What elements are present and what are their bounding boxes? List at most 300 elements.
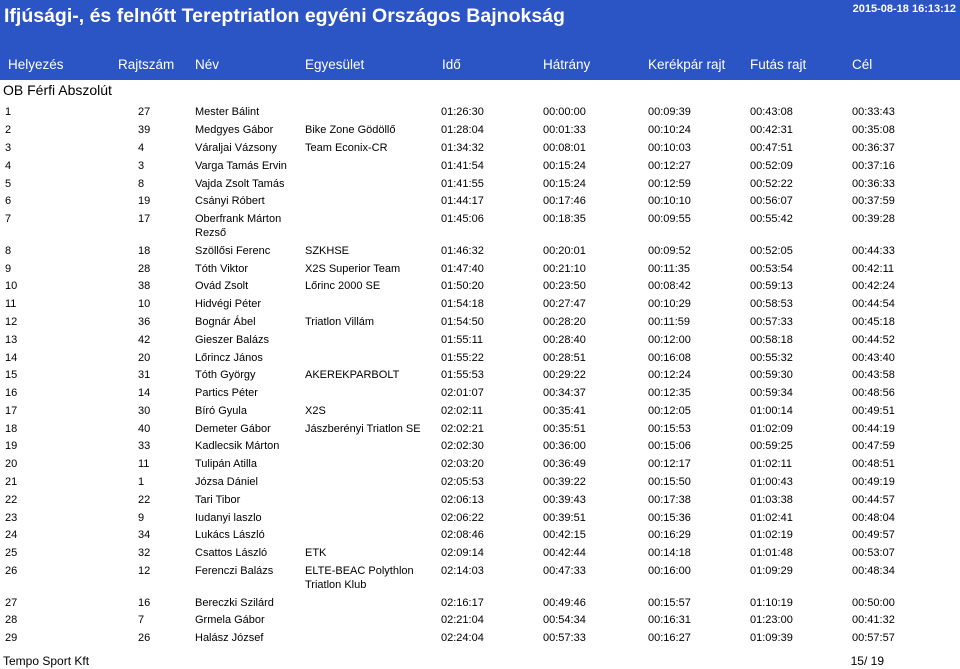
finish-cell: 00:45:18	[852, 315, 895, 328]
bib-cell: 14	[138, 387, 151, 400]
position-cell: 28	[5, 614, 18, 627]
bib-cell: 10	[138, 298, 151, 311]
run-start-cell: 00:58:18	[750, 333, 793, 346]
run-start-cell: 00:59:25	[750, 440, 793, 453]
club-cell	[305, 493, 441, 507]
gap-cell: 00:29:22	[543, 369, 586, 382]
time-cell: 02:16:17	[441, 596, 484, 609]
bike-start-cell: 00:15:50	[648, 476, 691, 489]
time-cell: 01:26:30	[441, 106, 484, 119]
table-row	[0, 259, 960, 277]
bib-cell: 22	[138, 493, 151, 506]
table-row	[0, 593, 960, 611]
bike-start-cell: 00:16:08	[648, 351, 691, 364]
time-cell: 02:02:30	[441, 440, 484, 453]
table-row	[0, 174, 960, 192]
bike-start-cell: 00:12:59	[648, 177, 691, 190]
name-cell: Józsa Dániel	[195, 476, 258, 489]
run-start-cell: 01:02:11	[750, 458, 793, 471]
bike-start-cell: 00:09:39	[648, 106, 691, 119]
club-cell: SZKHSE	[305, 244, 350, 257]
bike-start-cell: 00:08:42	[648, 280, 691, 293]
table-row	[0, 562, 960, 594]
finish-cell: 00:44:54	[852, 298, 895, 311]
gap-cell: 00:54:34	[543, 614, 586, 627]
finish-cell: 00:47:59	[852, 440, 895, 453]
club-cell	[305, 475, 441, 489]
gap-cell: 00:21:10	[543, 262, 586, 275]
club-cell: ELTE-BEAC Polythlon Triatlon Klub	[305, 564, 414, 591]
finish-cell: 00:49:19	[852, 476, 895, 489]
bib-cell: 36	[138, 315, 151, 328]
position-cell: 24	[5, 529, 18, 542]
club-cell: ETK	[305, 547, 327, 560]
name-cell: Tóth Viktor	[195, 262, 248, 275]
table-row	[0, 313, 960, 331]
bike-start-cell: 00:16:27	[648, 632, 691, 645]
position-cell: 18	[5, 422, 18, 435]
bike-start-cell: 00:12:05	[648, 404, 691, 417]
gap-cell: 00:20:01	[543, 244, 586, 257]
time-cell: 02:09:14	[441, 547, 484, 560]
run-start-cell: 01:02:41	[750, 511, 793, 524]
finish-cell: 00:36:37	[852, 141, 895, 154]
name-cell: Gieszer Balázs	[195, 333, 269, 346]
position-cell: 12	[5, 315, 18, 328]
table-row	[0, 241, 960, 259]
finish-cell: 00:37:16	[852, 159, 895, 172]
name-cell: Kadlecsik Márton	[195, 440, 280, 453]
bike-start-cell: 00:14:18	[648, 547, 691, 560]
club-cell	[305, 511, 441, 525]
finish-cell: 00:57:57	[852, 632, 895, 645]
finish-cell: 00:48:51	[852, 458, 895, 471]
finish-cell: 00:48:34	[852, 564, 895, 577]
finish-cell: 00:48:56	[852, 387, 895, 400]
bike-start-cell: 00:15:53	[648, 422, 691, 435]
bike-start-cell: 00:12:00	[648, 333, 691, 346]
bib-cell: 30	[138, 404, 151, 417]
name-cell: Szöllősi Ferenc	[195, 244, 271, 257]
position-cell: 20	[5, 458, 18, 471]
table-row	[0, 419, 960, 437]
finish-cell: 00:35:08	[852, 124, 895, 137]
position-cell: 29	[5, 632, 18, 645]
club-cell	[305, 105, 441, 119]
name-cell: Halász József	[195, 632, 264, 645]
bib-cell: 18	[138, 244, 151, 257]
table-row	[0, 508, 960, 526]
club-cell: Triatlon Villám	[305, 315, 375, 328]
finish-cell: 00:44:33	[852, 244, 895, 257]
gap-cell: 00:49:46	[543, 596, 586, 609]
bib-cell: 32	[138, 547, 151, 560]
bike-start-cell: 00:09:55	[648, 213, 691, 226]
club-cell	[305, 212, 441, 240]
bib-cell: 8	[138, 177, 145, 190]
name-cell: Varga Tamás Ervin	[195, 159, 287, 172]
table-row	[0, 490, 960, 508]
run-start-cell: 00:59:13	[750, 280, 793, 293]
position-cell: 11	[5, 298, 17, 311]
bib-cell: 3	[138, 159, 145, 172]
bib-cell: 26	[138, 632, 151, 645]
bib-cell: 9	[138, 511, 145, 524]
gap-cell: 00:00:00	[543, 106, 586, 119]
name-cell: Tulipán Atilla	[195, 458, 257, 471]
footer-organizer: Tempo Sport Kft	[3, 654, 90, 668]
name-cell: Lukács László	[195, 529, 265, 542]
club-cell: X2S	[305, 404, 326, 417]
gap-cell: 00:28:51	[543, 351, 586, 364]
name-cell: Lőrincz János	[195, 351, 263, 364]
table-row	[0, 295, 960, 313]
name-cell: Váraljai Vázsony	[195, 141, 277, 154]
position-cell: 21	[5, 476, 18, 489]
run-start-cell: 00:52:22	[750, 177, 793, 190]
time-cell: 01:54:50	[441, 315, 484, 328]
finish-cell: 00:44:57	[852, 493, 895, 506]
table-row	[0, 629, 960, 647]
time-cell: 02:14:03	[441, 564, 484, 577]
table-row	[0, 210, 960, 242]
run-start-cell: 00:55:32	[750, 351, 793, 364]
gap-cell: 00:39:22	[543, 476, 586, 489]
time-cell: 01:46:32	[441, 244, 484, 257]
club-cell	[305, 528, 441, 542]
run-start-cell: 01:00:14	[750, 404, 793, 417]
column-header-run-start: Futás rajt	[750, 57, 807, 72]
bike-start-cell: 00:16:00	[648, 564, 691, 577]
club-cell	[305, 351, 441, 365]
club-cell: AKEREKPARBOLT	[305, 369, 400, 382]
position-cell: 15	[5, 369, 18, 382]
time-cell: 01:55:11	[441, 333, 484, 346]
name-cell: Iudanyi laszlo	[195, 511, 262, 524]
bib-cell: 27	[138, 106, 151, 119]
table-row	[0, 455, 960, 473]
bib-cell: 39	[138, 124, 151, 137]
finish-cell: 00:48:04	[852, 511, 895, 524]
run-start-cell: 01:02:09	[750, 422, 793, 435]
time-cell: 02:03:20	[441, 458, 484, 471]
bike-start-cell: 00:11:35	[648, 262, 691, 275]
gap-cell: 00:57:33	[543, 632, 586, 645]
finish-cell: 00:44:52	[852, 333, 895, 346]
bib-cell: 17	[138, 213, 151, 226]
bib-cell: 1	[138, 476, 145, 489]
column-header-gap: Hátrány	[543, 57, 591, 72]
bike-start-cell: 00:17:38	[648, 493, 691, 506]
finish-cell: 00:42:24	[852, 280, 895, 293]
gap-cell: 00:39:43	[543, 493, 586, 506]
gap-cell: 00:23:50	[543, 280, 586, 293]
finish-cell: 00:44:19	[852, 422, 895, 435]
gap-cell: 00:34:37	[543, 387, 586, 400]
club-cell: Bike Zone Gödöllő	[305, 124, 396, 137]
table-row	[0, 437, 960, 455]
gap-cell: 00:36:00	[543, 440, 586, 453]
bib-cell: 7	[138, 614, 145, 627]
gap-cell: 00:39:51	[543, 511, 586, 524]
column-header-time: Idő	[442, 57, 461, 72]
gap-cell: 00:15:24	[543, 177, 586, 190]
run-start-cell: 00:59:34	[750, 387, 793, 400]
name-cell: Partics Péter	[195, 387, 258, 400]
bike-start-cell: 00:12:24	[648, 369, 691, 382]
run-start-cell: 00:56:07	[750, 195, 793, 208]
table-row	[0, 611, 960, 629]
bib-cell: 42	[138, 333, 151, 346]
time-cell: 01:50:20	[441, 280, 484, 293]
name-cell: Demeter Gábor	[195, 422, 271, 435]
bike-start-cell: 00:12:27	[648, 159, 691, 172]
name-cell: Bognár Ábel	[195, 315, 256, 328]
name-cell: Tóth György	[195, 369, 256, 382]
bike-start-cell: 00:09:52	[648, 244, 691, 257]
footer-page-number: 15/ 19	[850, 654, 884, 668]
name-cell: Bíró Gyula	[195, 404, 247, 417]
gap-cell: 00:47:33	[543, 564, 586, 577]
time-cell: 01:55:22	[441, 351, 484, 364]
position-cell: 16	[5, 387, 18, 400]
position-cell: 14	[5, 351, 18, 364]
run-start-cell: 00:47:51	[750, 141, 793, 154]
run-start-cell: 01:09:29	[750, 564, 793, 577]
table-row	[0, 384, 960, 402]
category-title: OB Férfi Abszolút	[3, 82, 112, 98]
time-cell: 01:34:32	[441, 141, 484, 154]
time-cell: 02:05:53	[441, 476, 484, 489]
report-header	[0, 0, 960, 80]
finish-cell: 00:43:40	[852, 351, 895, 364]
bib-cell: 40	[138, 422, 151, 435]
name-cell: Ovád Zsolt	[195, 280, 249, 293]
bib-cell: 28	[138, 262, 151, 275]
club-cell: Team Econix-CR	[305, 141, 388, 154]
position-cell: 7	[5, 213, 12, 226]
name-cell: Medgyes Gábor	[195, 124, 274, 137]
finish-cell: 00:41:32	[852, 614, 895, 627]
run-start-cell: 01:09:39	[750, 632, 793, 645]
bike-start-cell: 00:10:10	[648, 195, 691, 208]
name-cell: Mester Bálint	[195, 106, 260, 119]
bike-start-cell: 00:10:24	[648, 124, 691, 137]
gap-cell: 00:42:44	[543, 547, 586, 560]
club-cell	[305, 631, 441, 645]
table-row	[0, 103, 960, 121]
name-cell: Bereczki Szilárd	[195, 596, 274, 609]
table-row	[0, 526, 960, 544]
bike-start-cell: 00:12:17	[648, 458, 691, 471]
column-header-name: Név	[195, 57, 220, 72]
club-cell	[305, 177, 441, 191]
run-start-cell: 00:52:09	[750, 159, 793, 172]
gap-cell: 00:35:51	[543, 422, 586, 435]
name-cell: Ferenczi Balázs	[195, 564, 274, 577]
column-header-position: Helyezés	[8, 57, 64, 72]
bike-start-cell: 00:11:59	[648, 315, 691, 328]
club-cell: Jászberényi Triatlon SE	[305, 422, 421, 435]
run-start-cell: 01:03:38	[750, 493, 793, 506]
bib-cell: 12	[138, 564, 151, 577]
finish-cell: 00:37:59	[852, 195, 895, 208]
finish-cell: 00:49:57	[852, 529, 895, 542]
finish-cell: 00:33:43	[852, 106, 895, 119]
position-cell: 17	[5, 404, 18, 417]
bike-start-cell: 00:12:35	[648, 387, 691, 400]
time-cell: 02:01:07	[441, 387, 484, 400]
time-cell: 01:45:06	[441, 213, 484, 226]
position-cell: 10	[5, 280, 18, 293]
position-cell: 13	[5, 333, 18, 346]
table-row	[0, 366, 960, 384]
finish-cell: 00:50:00	[852, 596, 895, 609]
table-row	[0, 330, 960, 348]
table-row	[0, 348, 960, 366]
table-row	[0, 139, 960, 157]
time-cell: 02:02:21	[441, 422, 484, 435]
finish-cell: 00:36:33	[852, 177, 895, 190]
run-start-cell: 00:53:54	[750, 262, 793, 275]
name-cell: Csányi Róbert	[195, 195, 265, 208]
bike-start-cell: 00:16:29	[648, 529, 691, 542]
table-row	[0, 121, 960, 139]
position-cell: 22	[5, 493, 18, 506]
position-cell: 26	[5, 564, 18, 577]
bike-start-cell: 00:10:29	[648, 298, 691, 311]
name-cell: Oberfrank Márton Rezső	[195, 213, 282, 240]
time-cell: 01:47:40	[441, 262, 484, 275]
club-cell	[305, 297, 441, 311]
run-start-cell: 00:42:31	[750, 124, 793, 137]
run-start-cell: 01:02:19	[750, 529, 793, 542]
club-cell	[305, 386, 441, 400]
time-cell: 01:54:18	[441, 298, 484, 311]
gap-cell: 00:36:49	[543, 458, 586, 471]
position-cell: 5	[5, 177, 12, 190]
finish-cell: 00:42:11	[852, 262, 895, 275]
column-header-bib: Rajtszám	[118, 57, 175, 72]
gap-cell: 00:28:20	[543, 315, 586, 328]
run-start-cell: 01:00:43	[750, 476, 793, 489]
club-cell	[305, 159, 441, 173]
column-header-club: Egyesület	[305, 57, 365, 72]
bib-cell: 38	[138, 280, 151, 293]
club-cell	[305, 439, 441, 453]
run-start-cell: 01:10:19	[750, 596, 793, 609]
gap-cell: 00:08:01	[543, 141, 586, 154]
club-cell	[305, 333, 441, 347]
report-title: Ifjúsági-, és felnőtt Tereptriatlon egyéni Országos Bajnokság	[4, 5, 565, 27]
time-cell: 02:02:11	[441, 404, 484, 417]
table-row	[0, 473, 960, 491]
bib-cell: 33	[138, 440, 151, 453]
time-cell: 02:24:04	[441, 632, 484, 645]
name-cell: Vajda Zsolt Tamás	[195, 177, 285, 190]
time-cell: 01:28:04	[441, 124, 484, 137]
name-cell: Hidvégi Péter	[195, 298, 262, 311]
club-cell: X2S Superior Team	[305, 262, 401, 275]
finish-cell: 00:43:58	[852, 369, 895, 382]
table-row	[0, 277, 960, 295]
position-cell: 8	[5, 244, 12, 257]
results-table	[0, 103, 960, 647]
club-cell	[305, 457, 441, 471]
time-cell: 01:44:17	[441, 195, 484, 208]
gap-cell: 00:18:35	[543, 213, 586, 226]
club-cell	[305, 613, 441, 627]
bike-start-cell: 00:16:31	[648, 614, 691, 627]
name-cell: Tari Tibor	[195, 493, 241, 506]
gap-cell: 00:42:15	[543, 529, 586, 542]
column-header-bike-start: Kerékpár rajt	[648, 57, 726, 72]
bib-cell: 34	[138, 529, 151, 542]
run-start-cell: 00:52:05	[750, 244, 793, 257]
finish-cell: 00:53:07	[852, 547, 895, 560]
gap-cell: 00:15:24	[543, 159, 586, 172]
club-cell: Lőrinc 2000 SE	[305, 280, 381, 293]
position-cell: 19	[5, 440, 18, 453]
gap-cell: 00:35:41	[543, 404, 586, 417]
run-start-cell: 00:55:42	[750, 213, 793, 226]
table-row	[0, 192, 960, 210]
bib-cell: 4	[138, 141, 145, 154]
position-cell: 2	[5, 124, 12, 137]
time-cell: 01:41:54	[441, 159, 484, 172]
table-row	[0, 402, 960, 420]
run-start-cell: 00:58:53	[750, 298, 793, 311]
bike-start-cell: 00:10:03	[648, 141, 691, 154]
time-cell: 02:06:22	[441, 511, 484, 524]
run-start-cell: 01:23:00	[750, 614, 793, 627]
time-cell: 02:08:46	[441, 529, 484, 542]
bike-start-cell: 00:15:06	[648, 440, 691, 453]
table-row	[0, 544, 960, 562]
table-row	[0, 156, 960, 174]
finish-cell: 00:49:51	[852, 404, 895, 417]
time-cell: 01:55:53	[441, 369, 484, 382]
position-cell: 3	[5, 141, 12, 154]
bib-cell: 11	[138, 458, 150, 471]
position-cell: 23	[5, 511, 18, 524]
position-cell: 4	[5, 159, 12, 172]
report-timestamp: 2015-08-18 16:13:12	[852, 3, 956, 15]
bib-cell: 16	[138, 596, 151, 609]
club-cell	[305, 596, 441, 610]
gap-cell: 00:01:33	[543, 124, 586, 137]
position-cell: 6	[5, 195, 12, 208]
position-cell: 1	[5, 106, 12, 119]
bib-cell: 20	[138, 351, 151, 364]
bike-start-cell: 00:15:57	[648, 596, 691, 609]
bib-cell: 19	[138, 195, 151, 208]
column-header-finish: Cél	[852, 57, 873, 72]
run-start-cell: 01:01:48	[750, 547, 793, 560]
position-cell: 27	[5, 596, 18, 609]
name-cell: Grmela Gábor	[195, 614, 265, 627]
bib-cell: 31	[138, 369, 151, 382]
gap-cell: 00:17:46	[543, 195, 586, 208]
club-cell	[305, 194, 441, 208]
run-start-cell: 00:43:08	[750, 106, 793, 119]
run-start-cell: 00:57:33	[750, 315, 793, 328]
time-cell: 01:41:55	[441, 177, 484, 190]
bike-start-cell: 00:15:36	[648, 511, 691, 524]
position-cell: 9	[5, 262, 12, 275]
gap-cell: 00:27:47	[543, 298, 586, 311]
time-cell: 02:21:04	[441, 614, 484, 627]
